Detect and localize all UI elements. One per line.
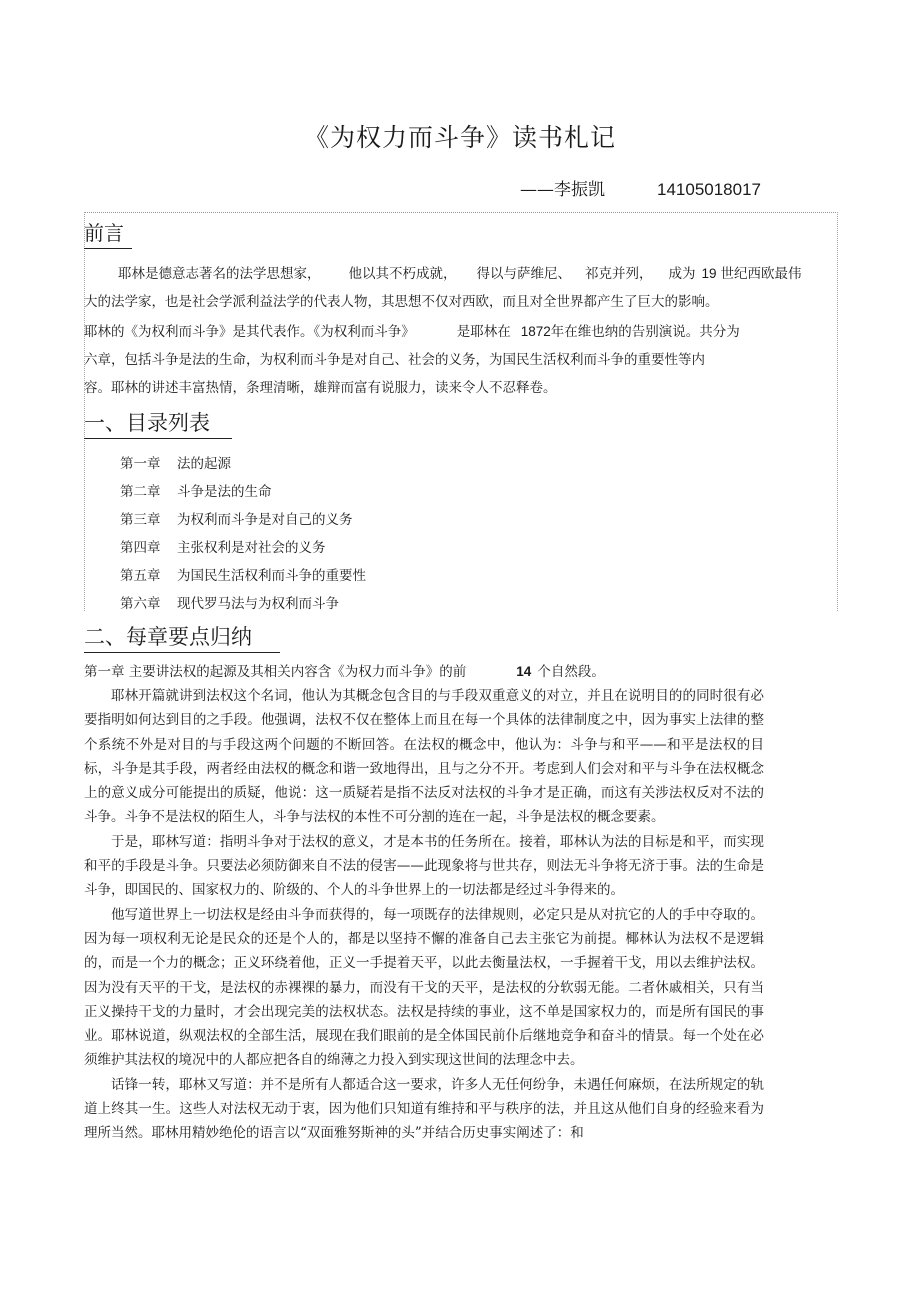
- preface-line-5: 容。耶林的讲述丰富热情，条理清晰，雄辩而富有说服力，读来令人不忍释卷。: [84, 380, 557, 396]
- toc-item: 第二章 斗争是法的生命: [120, 484, 272, 500]
- toc-item: 第三章 为权利而斗争是对自己的义务: [120, 512, 353, 528]
- preface-line-4: 六章，包括斗争是法的生命，为权利而斗争是对自己、社会的义务，为国民生活权利而斗争的重要性等内: [84, 352, 705, 368]
- preface-line-2: 大的法学家，也是社会学派利益法学的代表人物，其思想不仅对西欧，而且对全世界都产生了巨大的影响。: [84, 294, 719, 310]
- document-title: 《为权力而斗争》读书札记: [303, 123, 616, 152]
- summary-paragraph: 耶林开篇就讲到法权这个名词，他认为其概念包含目的与手段双重意义的对立，并且在说明目的的同时很有必要指明如何达到目的之手段。他强调，法权不仅在整体上而且在每一个具体的法律制度之中，因为事实上法律的整个系统不外是对目的与手段这两个问题的不断回答。在法权的概念中，他认为：斗争与和平——和平是法权的目标，斗争是其手段，两者经由法权的概念和谐一致地得出，且与之分不开。考虑到人们会对和平与斗争在法权概念上的意义成分可能提出的质疑，他说：这一质疑若是指不法反对法权的斗争才是正确，而这有关涉法权反对不法的斗争。斗争不是法权的陌生人，斗争与法权的本性不可分割的连在一起，斗争是法权的概念要素。: [84, 688, 764, 826]
- toc-heading: 一、目录列表: [84, 410, 232, 439]
- summary-paragraph: 他写道世界上一切法权是经由斗争而获得的，每一项既存的法律规则，必定只是从对抗它的人的手中夺取的。因为每一项权利无论是民众的还是个人的，都是以坚持不懈的准备自己去主张它为前提。椰林认为法权不是逻辑的，而是一个力的概念；正义环绕着他，正义一手提着天平，以此去衡量法权，一手握着干戈，用以去维护法权。因为没有天平的干戈，是法权的赤裸裸的暴力，而没有干戈的天平，是法权的分软弱无能。二者休戚相关，只有当正义操持干戈的力量时，才会出现完美的法权状态。法权是持续的事业，这不单是国家权力的，而是所有国民的事业。耶林说道，纵观法权的全部生活，展现在我们眼前的是全体国民前仆后继地竞争和奋斗的情景。每一个处在必须维护其法权的境况中的人都应把各自的绵薄之力投入到实现这世间的法理念中去。: [84, 906, 764, 1069]
- preface-line-3: 耶林的《为权利而斗争》是其代表作。《为权利而斗争》 是耶林在 1872年在维也纳的告别演说。共分为: [84, 324, 740, 340]
- author-line: [520, 175, 761, 200]
- toc-item: 第六章 现代罗马法与为权利而斗争: [120, 596, 339, 612]
- summary-paragraph: 话锋一转，耶林又写道：并不是所有人都适合这一要求，许多人无任何纷争，未遇任何麻烦，在法所规定的轨道上终其一生。这些人对法权无动于衷，因为他们只知道有维持和平与秩序的法，并且这从他们自身的经验来看为理所当然。耶林用精妙绝伦的语言以“双面雅努斯神的头”并结合历史事实阐述了：和: [84, 1076, 764, 1142]
- toc-item: 第一章 法的起源: [120, 456, 231, 472]
- summary-intro: 第一章 主要讲法权的起源及其相关内容含《为权力而斗争》的前 14 个自然段。: [84, 664, 605, 680]
- preface-line-1: 耶林是德意志著名的法学思想家， 他以其不朽成就， 得以与萨维尼、 祁克并列， 成为 19 世纪西欧最伟: [118, 266, 802, 282]
- summary-paragraph: 于是，耶林写道：指明斗争对于法权的意义，才是本书的任务所在。接着，耶林认为法的目标是和平，而实现和平的手段是斗争。只要法必须防御来自不法的侵害——此现象将与世共存，则法无斗争将无济于事。法的生命是斗争，即国民的、国家权力的、阶级的、个人的斗争世界上的一切法都是经过斗争得来的。: [84, 833, 764, 899]
- toc-list: [120, 450, 366, 618]
- summary-body: [84, 684, 764, 1146]
- toc-item: 第四章 主张权利是对社会的义务: [120, 540, 326, 556]
- author-name: ——李振凯: [520, 180, 605, 200]
- preface-heading: 前言: [84, 220, 132, 249]
- summary-heading: 二、每章要点归纳: [84, 624, 280, 653]
- toc-item: 第五章 为国民生活权利而斗争的重要性: [120, 568, 366, 584]
- student-id: 14105018017: [657, 180, 762, 199]
